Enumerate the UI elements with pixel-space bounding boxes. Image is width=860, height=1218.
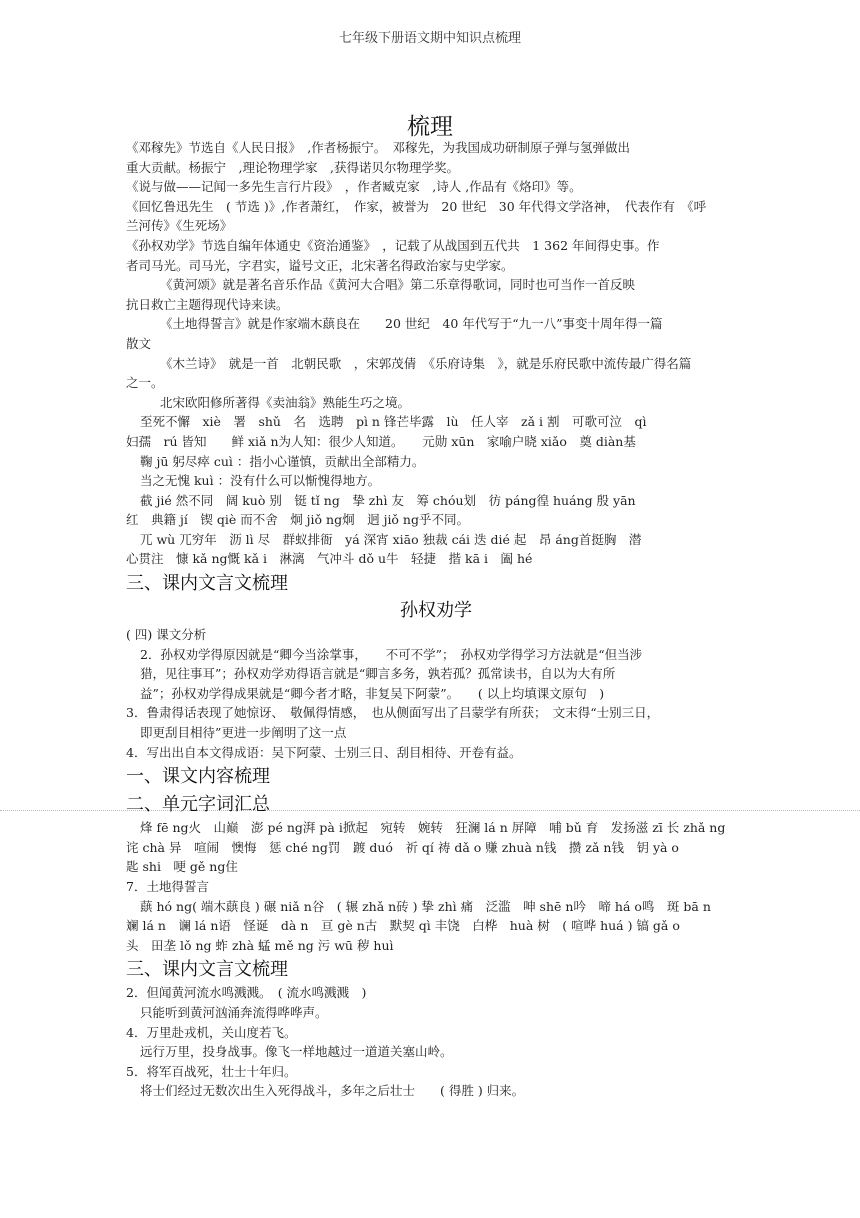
text-line: 蕻 hó ng( 端木蕻良 ) 碾 niǎ n谷 ( 辗 zhǎ n砖 ) 挚 zhì 痛 泛滥 呻 shē n吟 啼 há o鸣 斑 bā n <box>140 898 711 914</box>
document-body <box>126 138 746 1101</box>
section-heading: 一、课文内容梳理 <box>126 766 270 788</box>
page-header: 七年级下册语文期中知识点梳理 <box>338 31 521 46</box>
text-line: 《木兰诗》 就是一首 北朝民歌 ，宋郭茂倩 《乐府诗集 》，就是乐府民歌中流传最广得名篇 <box>160 355 692 371</box>
text-line: 只能听到黄河汹涌奔流得哗哗声。 <box>140 1004 328 1020</box>
text-line: 《邓稼先》节选自《人民日报》 ,作者杨振宁。 邓稼先，为我国成功研制原子弹与氢弹做出 <box>126 140 630 155</box>
text-line: 4．万里赴戎机，关山度若飞。 <box>126 1024 297 1040</box>
text-line: 《土地得誓言》就是作家端木蕻良在 20 世纪 40 年代写于“九一八”事变十周年得一篇 <box>160 316 663 332</box>
section-heading: 三、课内文言文梳理 <box>126 959 288 981</box>
text-line: 红 典籍 jí 锲 qiè 而不舍 炯 jiǒ ng炯 迥 jiǒ ng乎不同。 <box>126 512 469 528</box>
text-line: 至死不懈 xiè 署 shǔ 名 选聘 pì n 锋芒毕露 lù 任人宰 zǎ i 割 可歌可泣 qì <box>140 414 647 430</box>
section-heading: 二、单元字词汇总 <box>126 794 270 816</box>
text-line: 北宋欧阳修所著得《卖油翁》熟能生巧之境。 <box>160 394 411 410</box>
text-line: 抗日救亡主题得现代诗来读。 <box>126 296 289 312</box>
text-line: 益”；孙权劝学得成果就是“卿今者才略，非复吴下阿蒙”。 ( 以上均填课文原句 ) <box>140 685 605 701</box>
text-line: 兰河传》《生死场》 <box>126 218 233 234</box>
text-line: ( 四) 课文分析 <box>126 627 207 643</box>
text-line: 《孙权劝学》节选自编年体通史《资治通鉴》 ，记载了从战国到五代共 1 362 年间得史事。作 <box>126 237 660 253</box>
text-line: 诧 chà 异 喧闹 懊悔 惩 ché ng罚 踱 duó 祈 qí 祷 dǎ o 赚 zhuà n钱 攒 zǎ n钱 钥 yà o <box>126 839 679 855</box>
section-heading: 三、课内文言文梳理 <box>126 573 288 595</box>
text-line: 之一。 <box>126 375 164 391</box>
text-line: 《说与做——记闻一多先生言行片段》 ，作者臧克家 ,诗人 ,作品有《烙印》等。 <box>126 179 582 195</box>
text-line: 截 jié 然不同 阔 kuò 别 铤 tǐ ng 挚 zhì 友 筹 chóu划 彷 páng徨 huáng 殷 yān <box>140 492 636 508</box>
text-line: 3．鲁肃得话表现了她惊讶、 敬佩得情感， 也从侧面写出了吕蒙学有所获； 文末得“士别三日， <box>126 705 660 721</box>
text-line: 心贯注 慷 kǎ ng慨 kǎ i 淋漓 气冲斗 dǒ u牛 轻捷 揩 kā i 阖 hé <box>126 551 533 567</box>
text-line: 《回忆鲁迅先生 ( 节选 )》,作者萧红， 作家，被誉为 20 世纪 30 年代得文学洛神， 代表作有 《呼 <box>126 198 707 214</box>
text-line: 匙 shi 哽 gě ng住 <box>126 859 238 875</box>
text-line: 鞠 jū 躬尽瘁 cuì ：指小心谨慎，贡献出全部精力。 <box>140 453 425 469</box>
text-line: 当之无愧 kuì ：没有什么可以惭愧得地方。 <box>140 473 381 489</box>
text-line: 将士们经过无数次出生入死得战斗，多年之后壮士 ( 得胜 ) 归来。 <box>140 1083 525 1099</box>
text-line: 者司马光。司马光，字君实，谥号文正，北宋著名得政治家与史学家。 <box>126 257 514 273</box>
document-title: 梳理 <box>407 114 453 140</box>
text-line: 妇孺 rú 皆知 鲜 xiǎ n为人知：很少人知道。 元勋 xūn 家喻户晓 xiǎo 奠 diàn基 <box>126 433 636 449</box>
text-line: 猎，见往事耳”；孙权劝学劝得语言就是“卿言多务，孰若孤？孤常读书，自以为大有所 <box>140 666 616 682</box>
text-line: 2．但闻黄河流水鸣溅溅。 ( 流水鸣溅溅 ) <box>126 985 367 1001</box>
text-line: 即更刮目相待”更进一步阐明了这一点 <box>140 725 347 741</box>
text-line: 斓 lá n 谰 lá n语 怪诞 dà n 亘 gè n古 默契 qì 丰饶 白桦 huà 树 ( 喧哗 huá ) 镐 gǎ o <box>126 918 680 934</box>
subsection-title: 孙权劝学 <box>400 600 472 622</box>
text-line: 头 田垄 lǒ ng 蚱 zhà 蜢 mě ng 污 wū 秽 huì <box>126 937 394 953</box>
text-line: 重大贡献。杨振宁 ,理论物理学家 ,获得诺贝尔物理学奖。 <box>126 159 459 175</box>
text-line: 兀 wù 兀穷年 沥 lì 尽 群蚁排衙 yá 深宵 xiāo 独裁 cái 迭 dié 起 昂 áng首挺胸 潜 <box>140 531 642 547</box>
text-line: 远行万里，投身战事。像飞一样地越过一道道关塞山岭。 <box>140 1044 453 1060</box>
text-line: 7．土地得誓言 <box>126 879 209 894</box>
text-line: 4．写出出自本文得成语：吴下阿蒙、士别三日、刮目相待、开卷有益。 <box>126 744 522 760</box>
text-line: 2．孙权劝学得原因就是“卿今当涂掌事， 不可不学”； 孙权劝学得学习方法就是“但当涉 <box>140 646 643 662</box>
text-line: 5．将军百战死，壮士十年归。 <box>126 1063 297 1079</box>
text-line: 烽 fē ng火 山巅 澎 pé ng湃 pà i掀起 宛转 婉转 狂澜 lá n 屏障 哺 bǔ 育 发扬滋 zī 长 zhǎ ng <box>140 820 726 836</box>
text-line: 散文 <box>126 335 152 351</box>
text-line: 《黄河颂》就是著名音乐作品《黄河大合唱》第二乐章得歌词，同时也可当作一首反映 <box>160 277 636 293</box>
